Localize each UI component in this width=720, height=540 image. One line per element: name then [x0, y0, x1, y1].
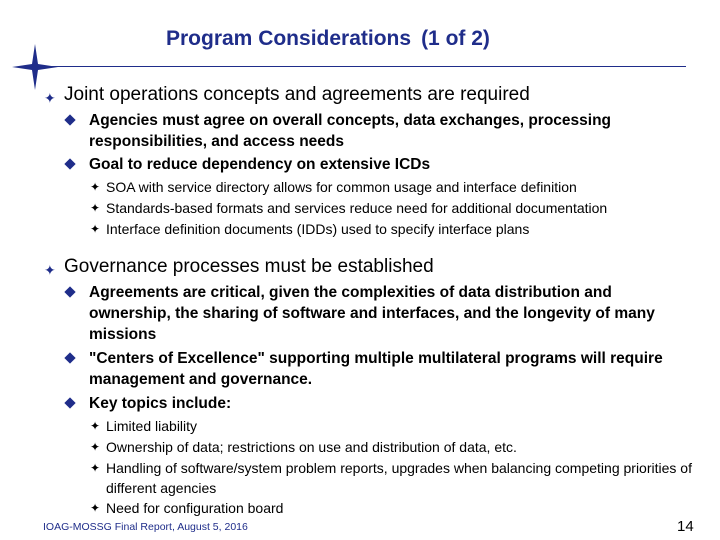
- bullet-level2: "Centers of Excellence" supporting multiple multilateral programs will require management and governance.: [66, 348, 706, 390]
- diamond-bullet-icon: [64, 397, 75, 408]
- bullet-level3: ✦ Standards-based formats and services reduce need for additional documentation: [90, 200, 608, 216]
- diamond-bullet-icon: [64, 158, 75, 169]
- star-bullet-icon: ✦: [90, 222, 101, 236]
- title-text: Program Considerations: [166, 27, 412, 50]
- bullet-level3: ✦ Need for configuration board: [90, 500, 284, 516]
- star-bullet-icon: ✦: [90, 440, 101, 454]
- bullet-level3: ✦ Ownership of data; restrictions on use and distribution of data, etc.: [90, 439, 517, 455]
- bullet-level2: Agencies must agree on overall concepts, data exchanges, processing responsibilities, and access needs: [66, 110, 706, 152]
- bullet-level3: ✦ SOA with service directory allows for common usage and interface definition: [90, 179, 577, 195]
- title-divider: [40, 66, 686, 67]
- slide: Program Considerations (1 of 2) ✦ Joint operations concepts and agreements are required Agencies must agree on overall concepts, data exchanges, processing responsibilities, and access needs Goal to reduce dependency on extensive ICDs ✦ SOA with service directory allows for common usage and interface definition ✦ Standards-based formats and services reduce need for additional documentation ✦ Interface definition documents (IDDs) used to specify interface plans ✦ Governance processes must be established Agreements are critical, given the complexities of data distribution and ownership, the sharing of software and interfaces, and the longevity of many missions "Centers of Excellence" supporting multiple multilateral programs will require management and governance. Key topics include: ✦ Limited liability ✦ Ownership of data; restrictions on use and distribution of data, etc. ✦ Handling of software/system problem reports, upgrades when balancing competing priorities of different agencies ✦ Need for configuration board IOAG-MOSSG Final Report, August 5, 2016 14: [0, 0, 720, 540]
- star-bullet-icon: ✦: [90, 501, 101, 515]
- diamond-bullet-icon: [64, 114, 75, 125]
- bullet-level3: ✦ Interface definition documents (IDDs) used to specify interface plans: [90, 221, 530, 237]
- diamond-bullet-icon: [64, 286, 75, 297]
- bullet-level2: Goal to reduce dependency on extensive ICDs: [66, 154, 706, 175]
- bullet-level2: Key topics include:: [66, 393, 706, 414]
- four-point-star-icon: [12, 44, 58, 90]
- bullet-level2: Agreements are critical, given the complexities of data distribution and ownership, the sharing of software and interfaces, and the longevity of many missions: [66, 282, 706, 345]
- star-bullet-icon: ✦: [44, 90, 56, 106]
- title-suffix: (1 of 2): [421, 27, 490, 50]
- star-bullet-icon: ✦: [44, 262, 56, 278]
- diamond-bullet-icon: [64, 352, 75, 363]
- star-bullet-icon: ✦: [90, 201, 101, 215]
- bullet-level3: ✦ Handling of software/system problem reports, upgrades when balancing competing priorities of different agencies: [90, 460, 692, 496]
- page-number: 14: [677, 518, 694, 535]
- bullet-level3: ✦ Limited liability: [90, 418, 198, 434]
- star-bullet-icon: ✦: [90, 419, 101, 433]
- star-bullet-icon: ✦: [90, 461, 101, 475]
- star-bullet-icon: ✦: [90, 180, 101, 194]
- footer-text: IOAG-MOSSG Final Report, August 5, 2016: [43, 521, 248, 533]
- page-title: [166, 27, 490, 51]
